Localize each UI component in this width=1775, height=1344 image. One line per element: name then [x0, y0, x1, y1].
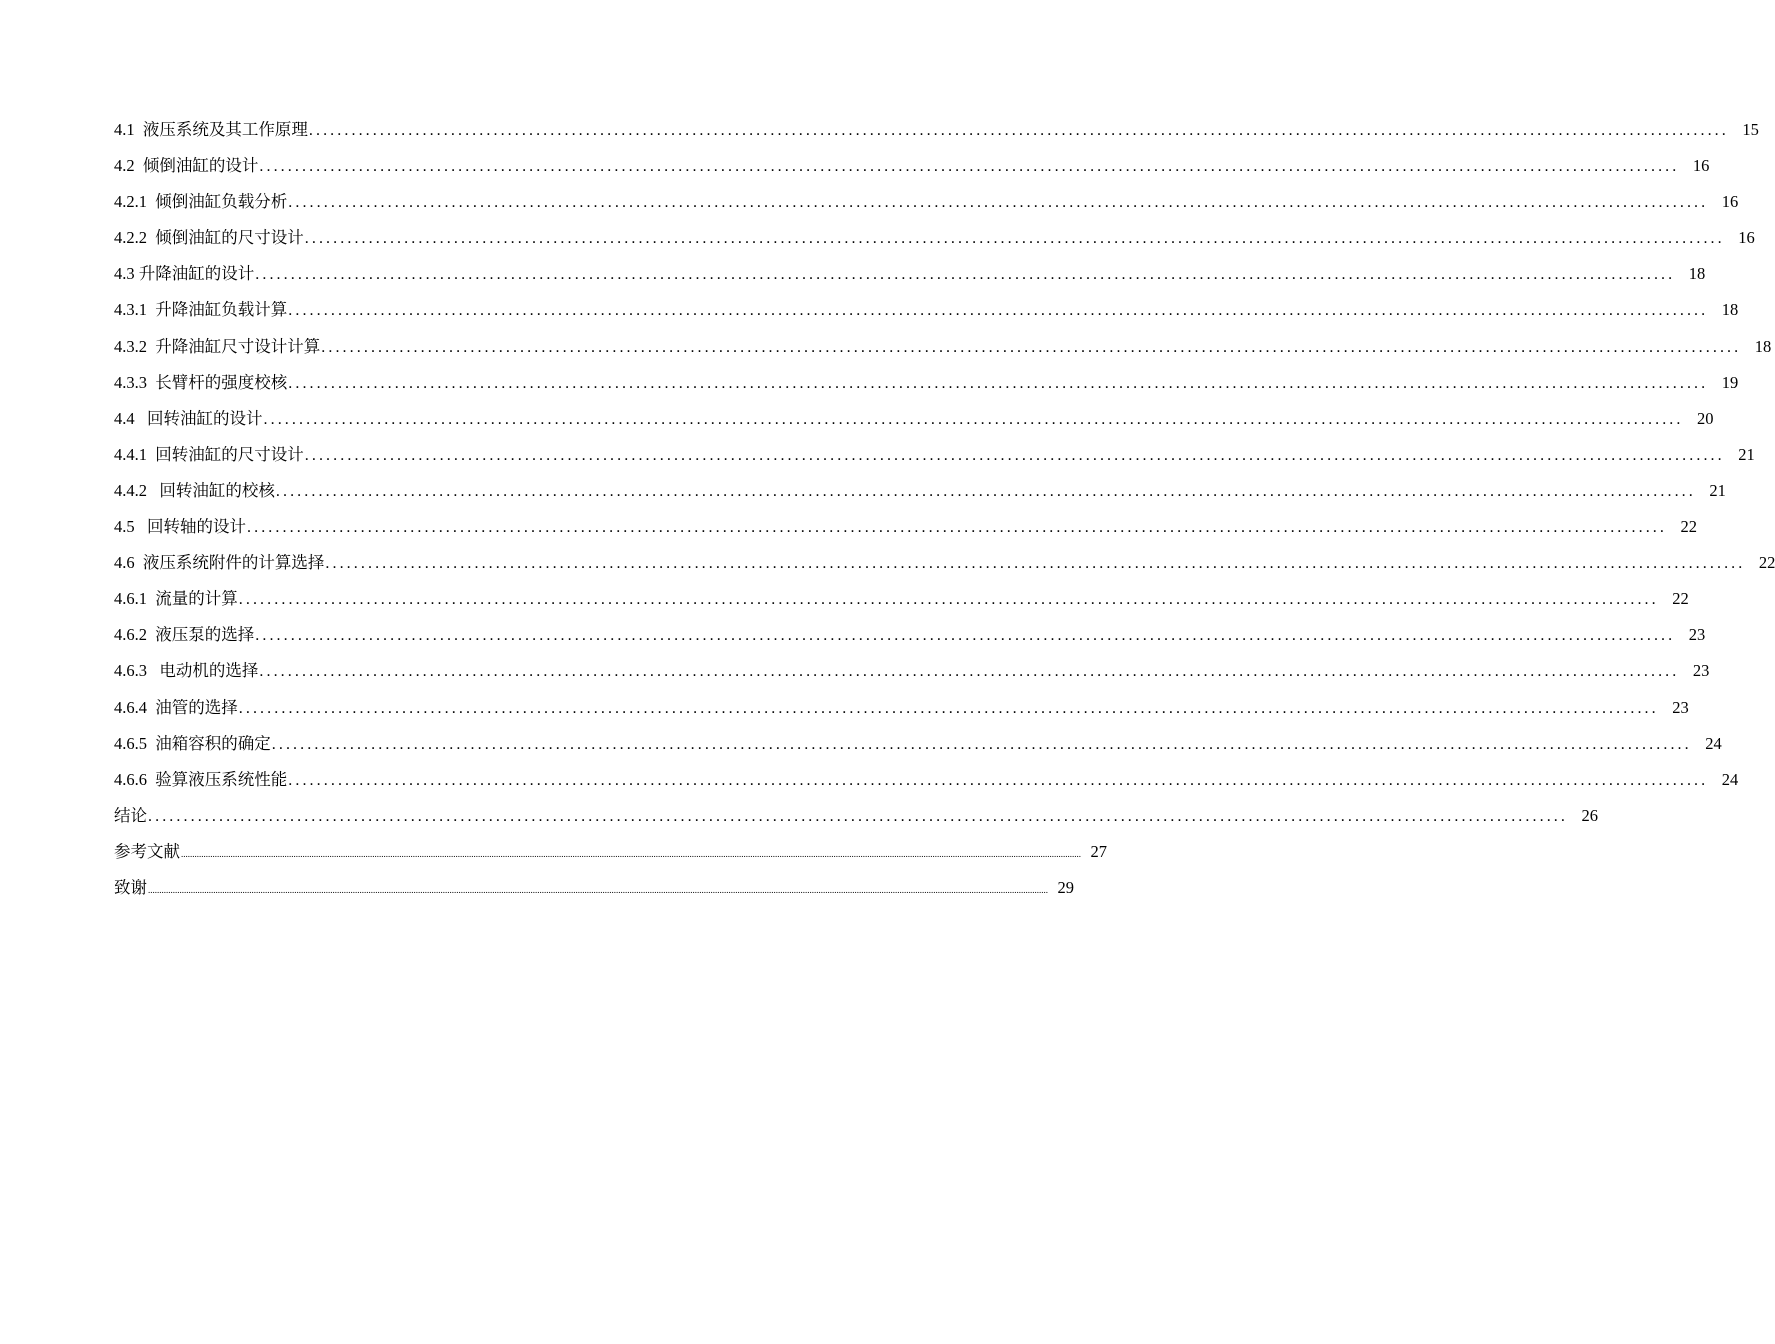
toc-entry[interactable] [114, 653, 1710, 689]
toc-entry-page-number: 15 [1742, 120, 1759, 139]
toc-dot-leader: ........................................................................................................................................................................................................ [288, 374, 1709, 392]
toc-entry-page-number: 21 [1738, 444, 1755, 464]
toc-entry-title: 4.6.4 油管的选择 [114, 697, 238, 717]
toc-entry-title: 参考文献 [114, 841, 180, 861]
toc-entry-title: 4.5 回转轴的设计 [114, 517, 246, 537]
toc-dot-leader: ........................................................................................................................................................................................................ [275, 482, 1696, 500]
toc-entry[interactable] [114, 256, 1706, 292]
toc-entry-page-number: 26 [1581, 805, 1598, 825]
toc-entry-page-number: 22 [1672, 589, 1689, 609]
toc-dot-leader: ........................................................................................................................................................................................................ [238, 591, 1659, 609]
toc-entry[interactable] [114, 148, 1710, 184]
toc-entry[interactable] [114, 834, 1107, 870]
table-of-contents [114, 112, 1775, 906]
toc-dot-leader: ........................................................................................................................................................................................................ [288, 302, 1709, 320]
toc-entry-title: 4.6.2 液压泵的选择 [114, 625, 255, 645]
toc-entry[interactable] [114, 365, 1739, 401]
toc-dot-leader: ........................................................................................................................................................................................................ [259, 663, 1680, 681]
toc-entry-title: 4.6.6 验算液压系统性能 [114, 769, 288, 789]
toc-entry-title: 4.4.2 回转油缸的校核 [114, 480, 275, 500]
toc-entry-title: 4.3 升降油缸的设计 [114, 264, 255, 284]
toc-entry[interactable] [114, 690, 1689, 726]
toc-entry-page-number: 24 [1721, 769, 1739, 789]
toc-entry-title: 4.3.1 升降油缸负载计算 [114, 300, 288, 320]
toc-entry-title: 4.4 回转油缸的设计 [114, 408, 263, 428]
toc-entry[interactable] [114, 292, 1739, 328]
toc-dot-leader: ........................................................................................................................................................................................................ [148, 807, 1568, 825]
toc-entry[interactable] [114, 726, 1722, 762]
toc-entry[interactable] [114, 473, 1726, 509]
toc-entry-page-number: 22 [1680, 517, 1697, 537]
toc-entry[interactable] [114, 798, 1598, 834]
toc-entry-page-number: 24 [1705, 733, 1722, 753]
toc-entry-page-number: 29 [1057, 877, 1074, 897]
toc-entry-page-number: 18 [1688, 264, 1706, 284]
toc-entry-page-number: 27 [1090, 841, 1107, 861]
toc-entry-page-number: 16 [1721, 192, 1739, 212]
toc-dot-leader: ........................................................................................................................................................................................................ [308, 122, 1729, 139]
toc-dot-leader: ................................................................................................................................................................................................................................................................................................................................................................................................................ [148, 884, 1048, 895]
toc-entry[interactable] [114, 329, 1772, 365]
toc-entry-page-number: 18 [1754, 336, 1772, 356]
toc-entry[interactable] [114, 220, 1755, 256]
toc-entry[interactable] [114, 184, 1739, 220]
toc-dot-leader: ........................................................................................................................................................................................................ [321, 338, 1742, 356]
toc-entry-title: 4.2.1 倾倒油缸负载分析 [114, 192, 288, 212]
toc-entry-page-number: 16 [1738, 228, 1755, 248]
toc-entry-title: 致谢 [114, 877, 147, 897]
toc-entry-page-number: 23 [1692, 661, 1710, 681]
toc-dot-leader: ........................................................................................................................................................................................................ [247, 519, 1667, 537]
toc-dot-leader: ........................................................................................................................................................................................................ [259, 158, 1680, 176]
toc-dot-leader: ........................................................................................................................................................................................................ [304, 446, 1725, 464]
toc-entry-title: 4.6.5 油箱容积的确定 [114, 733, 271, 753]
toc-dot-leader: ........................................................................................................................................................................................................ [325, 555, 1746, 573]
toc-entry-page-number: 18 [1721, 300, 1739, 320]
toc-dot-leader: ........................................................................................................................................................................................................ [271, 735, 1692, 753]
toc-entry-title: 结论 [114, 805, 147, 825]
toc-entry-title: 4.6 液压系统附件的计算选择 [114, 553, 325, 573]
toc-entry-title: 4.6.1 流量的计算 [114, 589, 238, 609]
toc-entry[interactable] [114, 437, 1755, 473]
toc-entry-page-number: 16 [1692, 156, 1710, 176]
toc-entry-page-number: 20 [1697, 408, 1714, 428]
toc-entry-title: 4.6.3 电动机的选择 [114, 661, 259, 681]
toc-entry-page-number: 23 [1688, 625, 1706, 645]
toc-dot-leader: ........................................................................................................................................................................................................ [304, 230, 1725, 248]
toc-entry-title: 4.4.1 回转油缸的尺寸设计 [114, 444, 304, 464]
toc-entry[interactable] [114, 762, 1739, 798]
toc-dot-leader: ........................................................................................................................................................................................................ [238, 699, 1659, 717]
toc-dot-leader: ........................................................................................................................................................................................................ [288, 194, 1709, 212]
toc-entry-title: 4.1 液压系统及其工作原理 [114, 120, 308, 139]
toc-entry-page-number: 19 [1721, 372, 1739, 392]
toc-entry-page-number: 22 [1758, 553, 1775, 573]
toc-entry-title: 4.2.2 倾倒油缸的尺寸设计 [114, 228, 304, 248]
toc-entry[interactable] [114, 509, 1697, 545]
toc-entry-page-number: 23 [1672, 697, 1689, 717]
toc-entry[interactable] [114, 545, 1775, 581]
toc-entry[interactable] [114, 617, 1706, 653]
toc-dot-leader: ........................................................................................................................................................................................................ [255, 627, 1676, 645]
toc-entry[interactable] [114, 401, 1714, 437]
toc-dot-leader: ........................................................................................................................................................................................................ [263, 410, 1684, 428]
toc-dot-leader: ........................................................................................................................................................................................................ [288, 771, 1709, 789]
toc-dot-leader: ........................................................................................................................................................................................................ [255, 266, 1676, 284]
toc-entry[interactable] [114, 870, 1074, 906]
toc-entry-page-number: 21 [1709, 480, 1726, 500]
toc-entry-title: 4.3.2 升降油缸尺寸设计计算 [114, 336, 321, 356]
toc-entry[interactable] [114, 581, 1689, 617]
toc-dot-leader: ................................................................................................................................................................................................................................................................................................................................................................................................................ [181, 848, 1081, 859]
toc-entry-title: 4.3.3 长臂杆的强度校核 [114, 372, 288, 392]
toc-entry[interactable] [114, 112, 1759, 148]
toc-entry-title: 4.2 倾倒油缸的设计 [114, 156, 259, 176]
